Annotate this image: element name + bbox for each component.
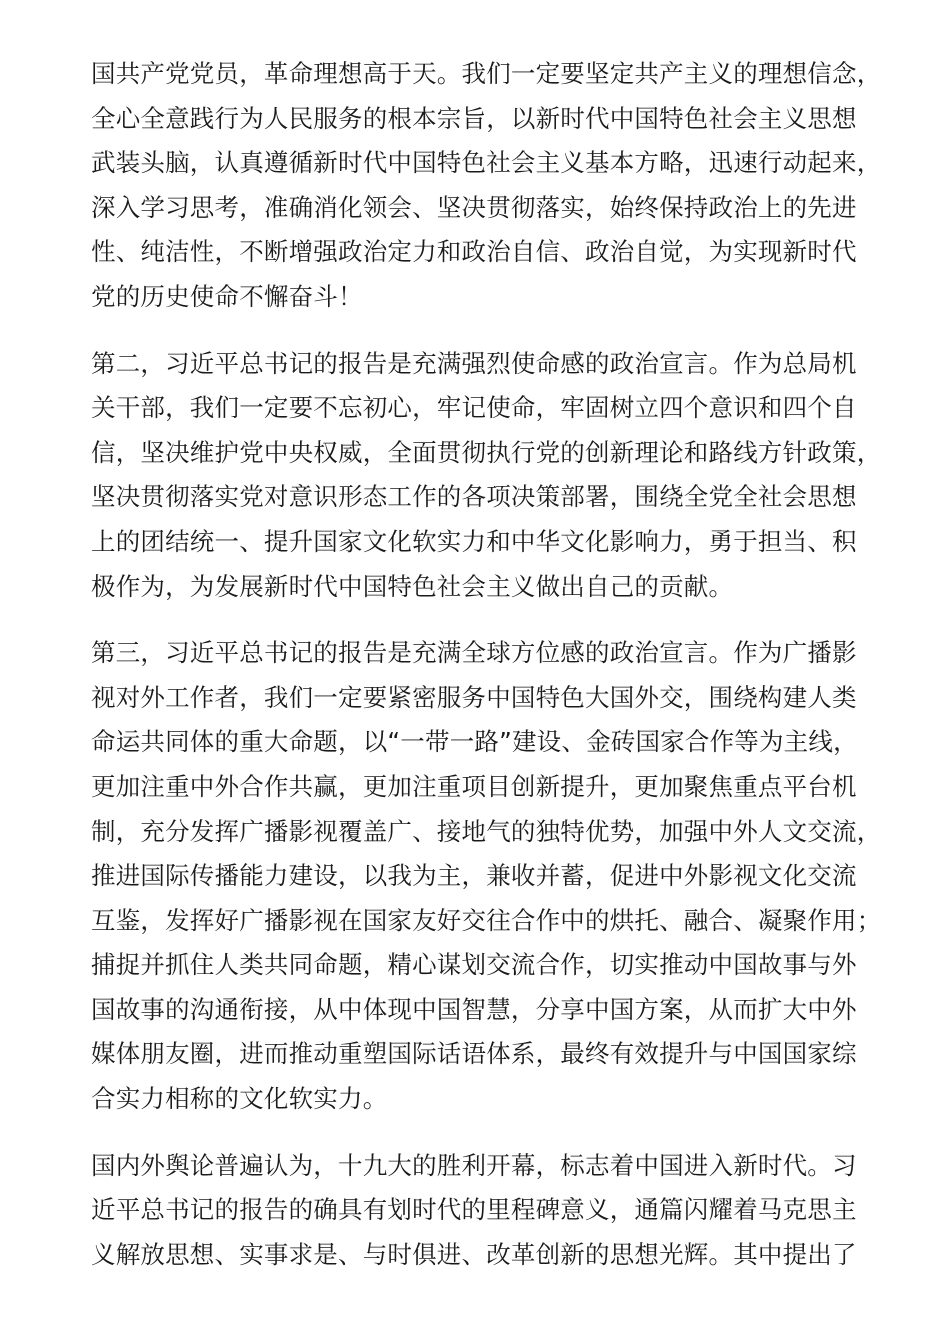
text-line: 国共产党党员，革命理想高于天。我们一定要坚定共产主义的理想信念， [91, 59, 882, 88]
paragraph-1 [91, 52, 891, 320]
text-line: 性、纯洁性，不断增强政治定力和政治自信、政治自觉，为实现新时代 [91, 237, 857, 267]
text-line: 义解放思想、实事求是、与时俱进、改革创新的思想光辉。其中提出了 [91, 1239, 857, 1269]
text-line: 国内外舆论普遍认为，十九大的胜利开幕，标志着中国进入新时代。习 [91, 1150, 857, 1180]
text-line: 极作为，为发展新时代中国特色社会主义做出自己的贡献。 [91, 571, 734, 601]
text-line: 更加注重中外合作共赢，更加注重项目创新提升，更加聚焦重点平台机 [91, 771, 857, 801]
text-line: 近平总书记的报告的确具有划时代的里程碑意义，通篇闪耀着马克思主 [91, 1195, 857, 1225]
text-line: 互鉴，发挥好广播影视在国家友好交往合作中的烘托、融合、凝聚作用； [91, 905, 882, 935]
text-line: 全心全意践行为人民服务的根本宗旨，以新时代中国特色社会主义思想 [91, 103, 857, 133]
text-line: 武装头脑，认真遵循新时代中国特色社会主义基本方略，迅速行动起来， [91, 148, 882, 178]
text-line: 第三，习近平总书记的报告是充满全球方位感的政治宣言。作为广播影 [91, 638, 857, 668]
text-line: 推进国际传播能力建设，以我为主，兼收并蓄，促进中外影视文化交流 [91, 861, 857, 891]
text-line: 上的团结统一、提升国家文化软实力和中华文化影响力，勇于担当、积 [91, 526, 857, 556]
text-line: 视对外工作者，我们一定要紧密服务中国特色大国外交，围绕构建人类 [91, 682, 857, 712]
text-line: 命运共同体的重大命题，以“一带一路”建设、金砖国家合作等为主线， [91, 727, 858, 757]
text-line: 第二，习近平总书记的报告是充满强烈使命感的政治宣言。作为总局机 [91, 348, 857, 378]
paragraph-3 [91, 631, 891, 1122]
paragraph-4 [91, 1144, 891, 1278]
text-line: 合实力相称的文化软实力。 [91, 1084, 388, 1114]
text-line: 党的历史使命不懈奋斗！ [91, 281, 363, 311]
document-body [91, 52, 891, 1299]
text-line: 捕捉并抓住人类共同命题，精心谋划交流合作，切实推动中国故事与外 [91, 950, 857, 980]
text-line: 国故事的沟通衔接，从中体现中国智慧，分享中国方案，从而扩大中外 [91, 994, 857, 1024]
paragraph-2 [91, 342, 891, 610]
text-line: 深入学习思考，准确消化领会、坚决贯彻落实，始终保持政治上的先进 [91, 192, 857, 222]
text-line: 关干部，我们一定要不忘初心，牢记使命，牢固树立四个意识和四个自 [91, 393, 857, 423]
text-line: 制，充分发挥广播影视覆盖广、接地气的独特优势，加强中外人文交流， [91, 816, 882, 846]
text-line: 媒体朋友圈，进而推动重塑国际话语体系，最终有效提升与中国国家综 [91, 1039, 857, 1069]
text-line: 坚决贯彻落实党对意识形态工作的各项决策部署，围绕全党全社会思想 [91, 482, 857, 512]
text-line: 信，坚决维护党中央权威，全面贯彻执行党的创新理论和路线方针政策， [91, 437, 882, 467]
